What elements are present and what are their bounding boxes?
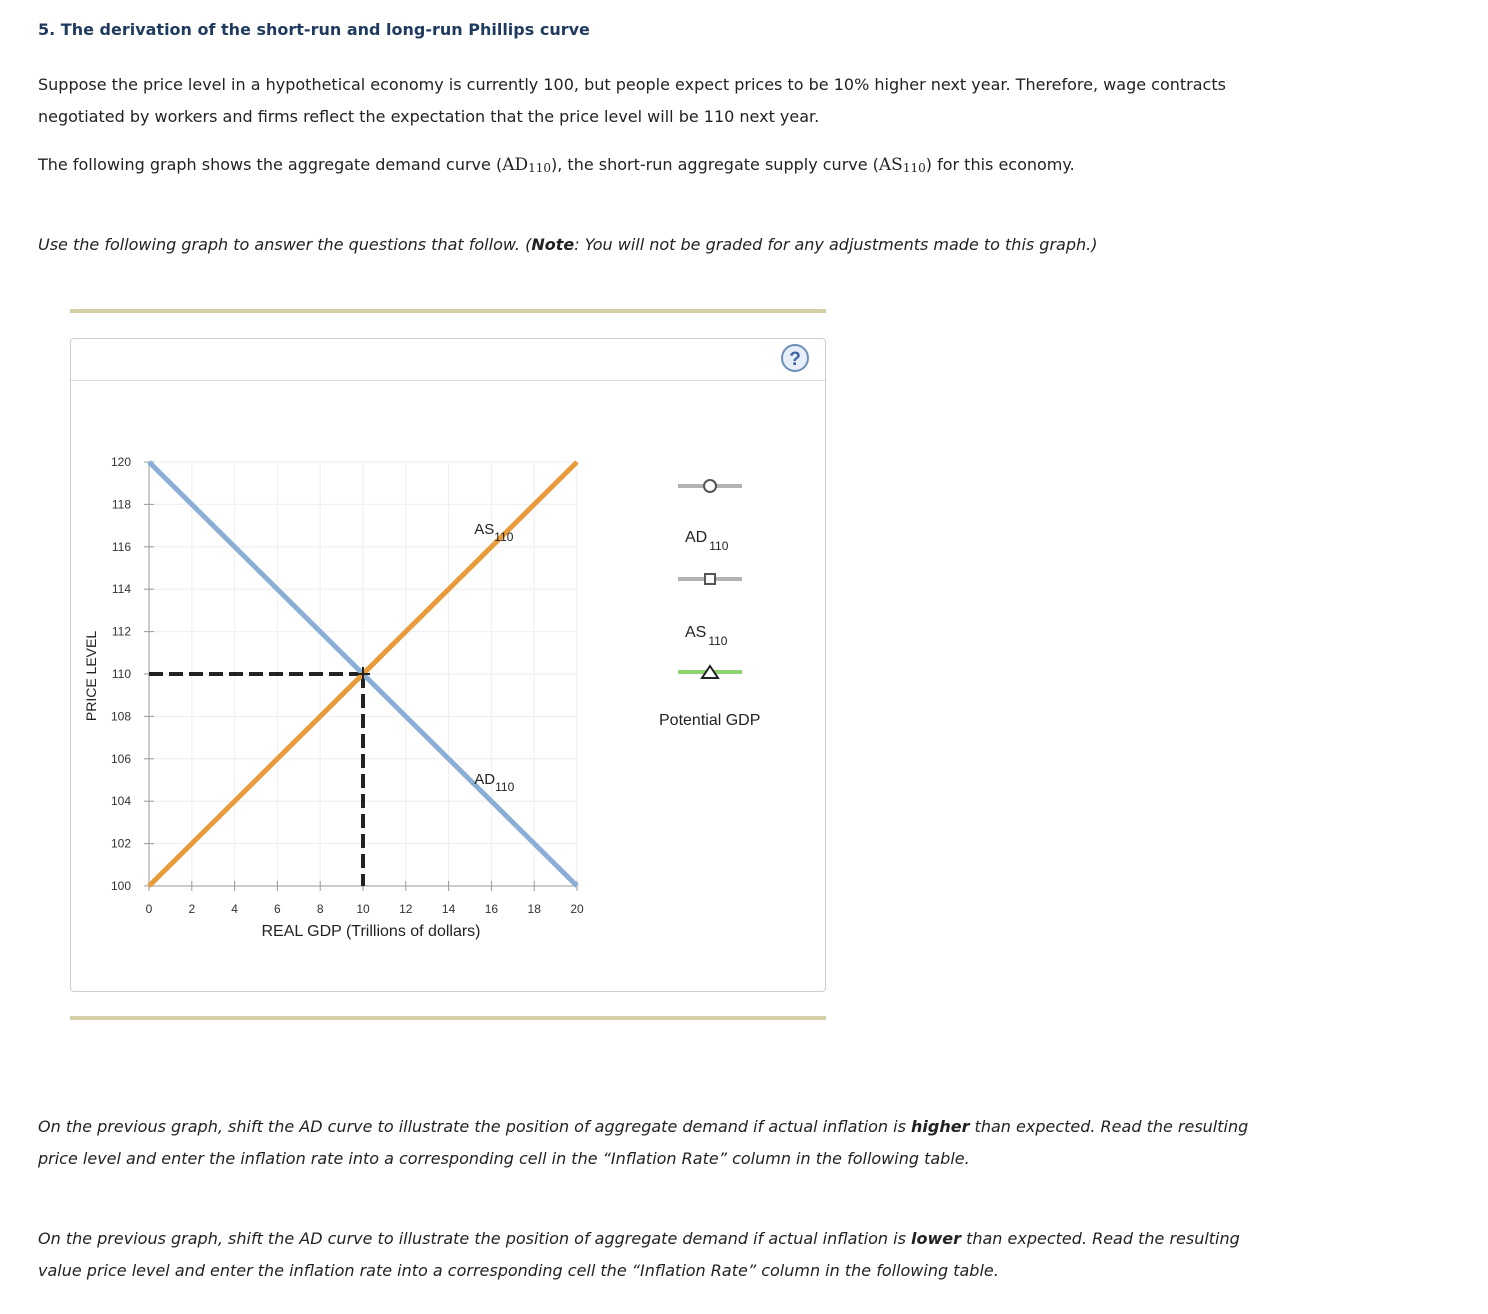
y-tick-label: 114 (111, 582, 131, 597)
y-tick-label: 112 (111, 624, 131, 639)
bottom-divider (70, 1016, 826, 1020)
x-axis-title: REAL GDP (Trillions of dollars) (261, 923, 481, 940)
as-symbol: $AS_{110}$ (878, 155, 926, 175)
y-tick-label: 116 (111, 539, 131, 554)
x-tick-label: 10 (356, 902, 370, 916)
graph-desc-part-a: The following graph shows the aggregate demand curve ( (38, 155, 503, 174)
note-label: Note (531, 235, 575, 254)
y-tick-label: 106 (110, 751, 131, 766)
top-divider (70, 309, 826, 313)
x-tick-label: 4 (231, 902, 238, 916)
chart-area[interactable] (71, 339, 825, 991)
x-tick-label: 14 (441, 902, 456, 916)
intro-line-2: negotiated by workers and firms reflect the expectation that the price level will be 110 next year. (38, 107, 820, 126)
lower-emphasis: lower (911, 1229, 961, 1248)
y-tick-label: 102 (110, 836, 131, 851)
ad-curve-label: $AD_{110}$ (474, 771, 515, 795)
x-tick-label: 20 (570, 902, 584, 916)
legend-potential-gdp-label: Potential GDP (659, 712, 761, 729)
ad-symbol: $AD_{110}$ (502, 155, 552, 175)
y-tick-label: 104 (110, 794, 131, 809)
x-tick-label: 6 (274, 902, 281, 916)
x-tick-label: 16 (484, 902, 499, 916)
x-tick-label: 0 (145, 902, 153, 916)
graph-desc-part-b: ), the short-run aggregate supply curve ( (551, 155, 879, 174)
page-title: 5. The derivation of the short-run and long-run Phillips curve (38, 20, 590, 39)
legend-ad-circle-icon[interactable] (704, 480, 716, 492)
legend-as-label: AS $_{110}$ (685, 624, 728, 648)
question-higher-inflation: On the previous graph, shift the AD curve to illustrate the position of aggregate demand if actual inflation is higher than expected. Read the resulting price level and enter the inflation rate into a corresponding cell in the “Inflation Rate” column in the following table. (38, 1117, 1249, 1168)
legend-ad-label: AD $_{110}$ (685, 529, 729, 553)
help-button[interactable]: ? (781, 344, 809, 372)
y-axis-title: PRICE LEVEL (83, 630, 99, 722)
x-tick-label: 18 (527, 902, 541, 916)
x-tick-label: 8 (316, 902, 324, 916)
graph-panel[interactable] (70, 338, 826, 992)
y-tick-label: 118 (111, 497, 131, 512)
graph-desc-part-c: ) for this economy. (925, 155, 1075, 174)
as-curve-label: $AS_{110}$ (474, 521, 514, 545)
higher-emphasis: higher (911, 1117, 970, 1136)
x-tick-label: 12 (399, 902, 413, 916)
y-tick-label: 110 (111, 667, 131, 681)
intro-line-1: Suppose the price level in a hypothetical economy is currently 100, but people expect prices to be 10% higher next year. Therefore, wage contracts (38, 75, 1226, 94)
graph-instruction: Use the following graph to answer the questions that follow. (Note: You will not be graded for any adjustments made to this graph.) (38, 235, 1098, 254)
question-lower-inflation: On the previous graph, shift the AD curve to illustrate the position of aggregate demand if actual inflation is lower than expected. Read the resulting value price level and enter the inflation rate into a corresponding cell the “Inflation Rate” column in the following table. (38, 1229, 1240, 1280)
y-tick-label: 108 (110, 709, 131, 724)
x-tick-label: 2 (188, 902, 196, 916)
y-tick-label: 120 (110, 455, 131, 469)
y-tick-label: 100 (110, 879, 131, 893)
legend-as-square-icon[interactable] (705, 574, 715, 584)
graph-description (38, 149, 1075, 184)
intro-paragraph (38, 69, 1226, 133)
